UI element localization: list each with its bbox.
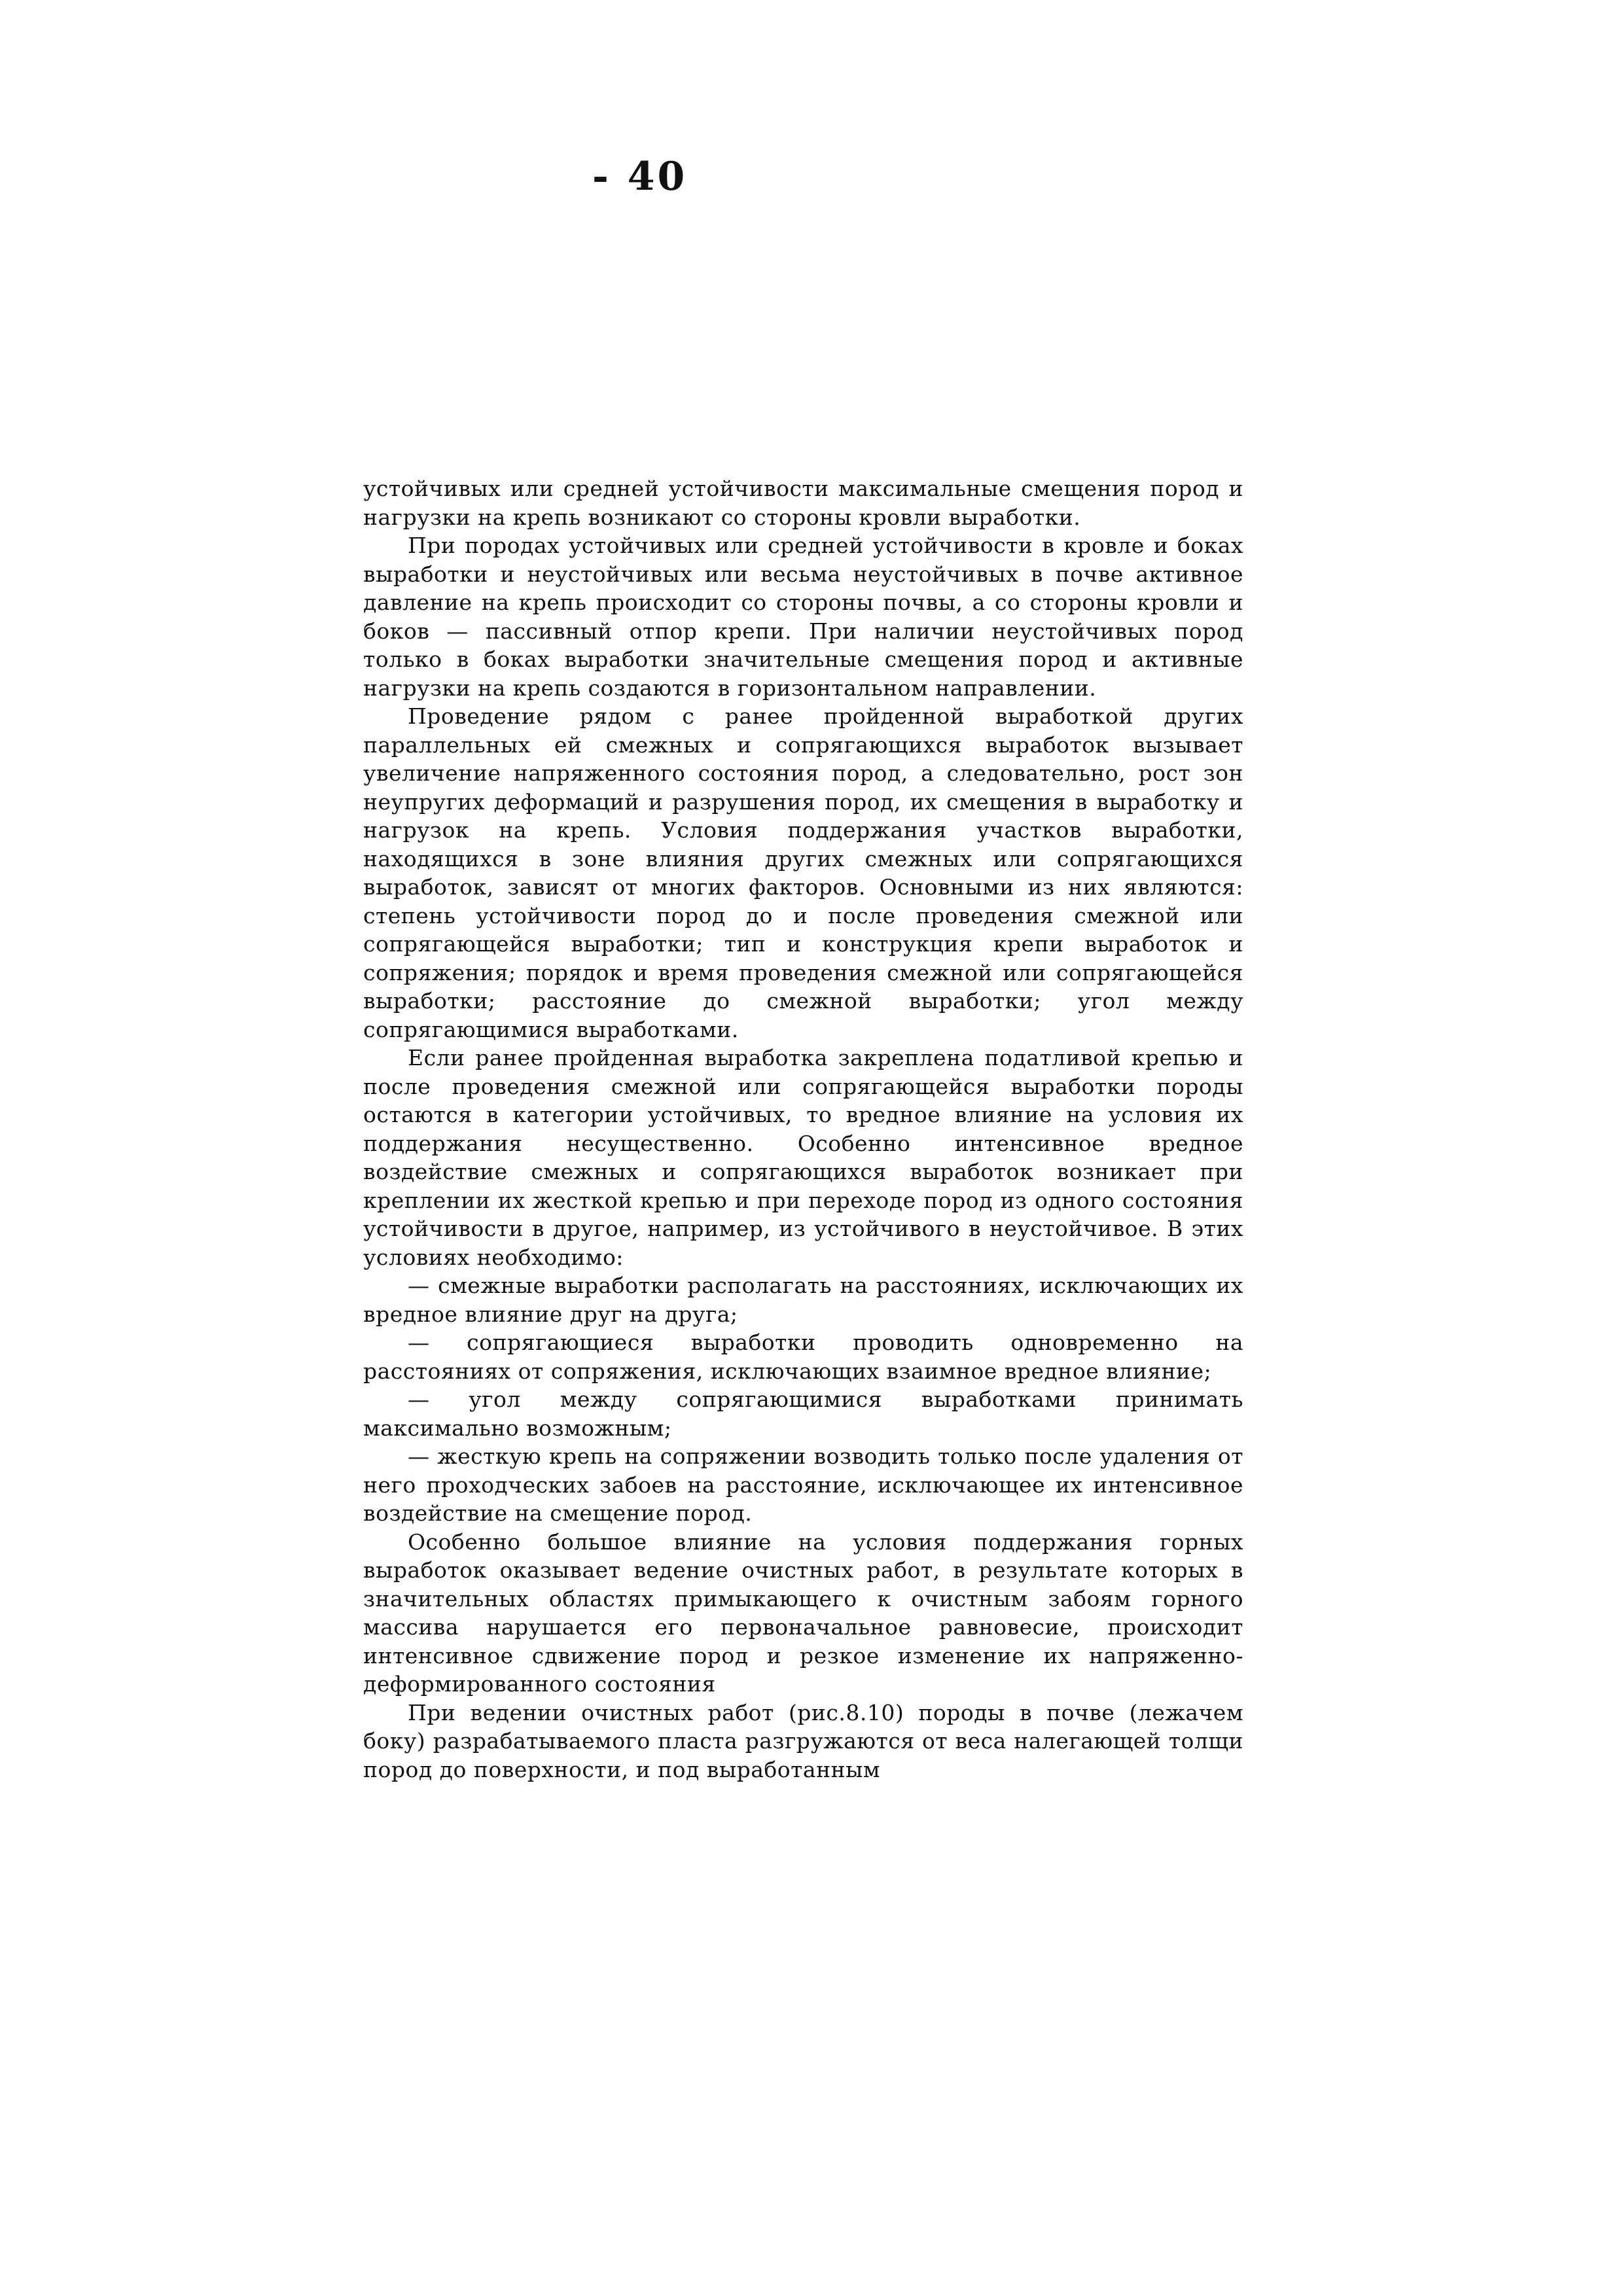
body-text [363, 474, 1243, 1784]
list-item: — смежные выработки располагать на расстояниях, исключающих их вредное влияние друг на друга; [363, 1273, 1243, 1327]
paragraph: Проведение рядом с ранее пройденной выработкой других параллельных ей смежных и сопрягающихся выработок вызывает увеличение напряженного состояния пород, а следовательно, рост зон неупругих деформаций и разрушения пород, их смещения в выработку и нагрузок на крепь. Условия поддержания участков выработки, находящихся в зоне влияния других смежных или сопрягающихся выработок, зависят от многих факторов. Основными из них являются: степень устойчивости пород до и после проведения смежной или сопрягающейся выработки; тип и конструкция крепи выработок и сопряжения; порядок и время проведения смежной или сопрягающейся выработки; расстояние до смежной выработки; угол между сопрягающимися выработками. [363, 703, 1243, 1042]
paragraph-continuation: устойчивых или средней устойчивости максимальные смещения пород и нагрузки на крепь возникают со стороны кровли выработки. [363, 476, 1243, 530]
list-item: — угол между сопрягающимися выработками принимать максимально возможным; [363, 1386, 1243, 1441]
page-number: - 40 [592, 154, 688, 200]
paragraph: Особенно большое влияние на условия поддержания горных выработок оказывает ведение очистных работ, в результате которых в значительных областях примыкающего к очистным забоям горного массива нарушается его первоначальное равновесие, происходит интенсивное сдвижение пород и резкое изменение их напряженно-деформированного состояния [363, 1528, 1243, 1697]
paragraph: При ведении очистных работ (рис.8.10) породы в почве (лежачем боку) разрабатываемого пласта разгружаются от веса налегающей толщи пород до поверхности, и под выработанным [363, 1699, 1243, 1782]
list-item: — жесткую крепь на сопряжении возводить только после удаления от него проходческих забоев на расстояние, исключающее их интенсивное воздействие на смещение пород. [363, 1443, 1243, 1526]
list-item: — сопрягающиеся выработки проводить одновременно на расстояниях от сопряжения, исключающих взаимное вредное влияние; [363, 1330, 1243, 1384]
paragraph: При породах устойчивых или средней устойчивости в кровле и боках выработки и неустойчивых или весьма неустойчивых в почве активное давление на крепь происходит со стороны почвы, а со стороны кровли и боков — пассивный отпор крепи. При наличии неустойчивых пород только в боках выработки значительные смещения пород и активные нагрузки на крепь создаются в горизонтальном направлении. [363, 533, 1243, 701]
paragraph: Если ранее пройденная выработка закреплена податливой крепью и после проведения смежной или сопрягающейся выработки породы остаются в категории устойчивых, то вредное влияние на условия их поддержания несущественно. Особенно интенсивное вредное воздействие смежных и сопрягающихся выработок возникает при креплении их жесткой крепью и при переходе пород из одного состояния устойчивости в другое, например, из устойчивого в неустойчивое. В этих условиях необходимо: [363, 1045, 1243, 1270]
